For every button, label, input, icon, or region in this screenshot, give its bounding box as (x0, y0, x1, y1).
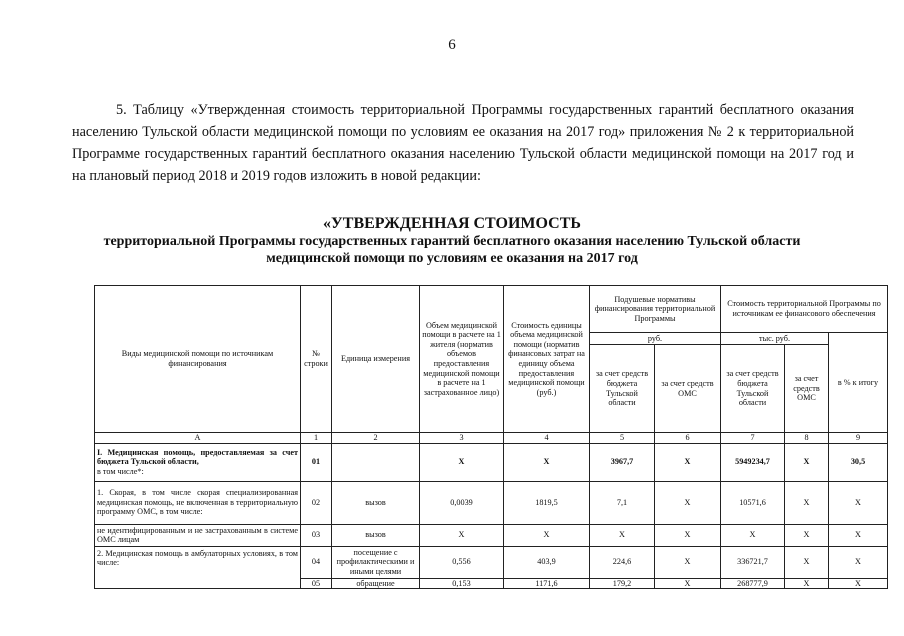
header-cost-unit: тыс. руб. (721, 333, 829, 345)
row-name (95, 443, 301, 481)
header-types: Виды медицинской помощи по источникам финансирования (95, 286, 301, 433)
row-name: 2. Медицинская помощь в амбулаторных условиях, в том числе: (95, 546, 301, 589)
header-per-capita: Подушевые нормативы финансирования территориальной Программы (590, 286, 721, 333)
row-percent: Х (829, 578, 888, 589)
row-volume: 0,153 (420, 578, 504, 589)
row-pc-budget: 179,2 (590, 578, 655, 589)
row-number: 05 (301, 578, 332, 589)
row-pc-budget: 7,1 (590, 481, 655, 524)
row-number: 02 (301, 481, 332, 524)
table-subtitle-line-2: медицинской помощи по условиям ее оказания на 2017 год (266, 251, 638, 266)
table-row (95, 546, 888, 578)
row-unit: посещение с профилактическими и иными целями (332, 546, 420, 578)
row-pc-budget: 224,6 (590, 546, 655, 578)
row-name: не идентифицированным и не застрахованным в системе ОМС лицам (95, 524, 301, 546)
row-unit-cost: 403,9 (504, 546, 590, 578)
col-letter: 8 (785, 433, 829, 444)
row-cost-budget: Х (721, 524, 785, 546)
col-letter: А (95, 433, 301, 444)
row-unit-cost: Х (504, 524, 590, 546)
row-cost-budget: 5949234,7 (721, 443, 785, 481)
row-pc-oms: Х (655, 443, 721, 481)
row-pc-budget: Х (590, 524, 655, 546)
intro-paragraph: 5. Таблицу «Утвержденная стоимость территориальной Программы государственных гарантий бесплатного оказания населению Тульской области медицинской помощи по условиям ее оказания на 2017 год» приложения № 2 к территориальной Программе государственных гарантий бесплатного оказания населению Тульской области медицинской помощи на 2017 год и на плановый период 2018 и 2019 годов изложить в новой редакции: (72, 102, 854, 184)
header-unit-cost: Стоимость единицы объема медицинской помощи (норматив финансовых затрат на единицу объема предоставления медицинской помощи (руб.) (504, 286, 590, 433)
header-per-capita-budget: за счет средств бюджета Тульской области (590, 345, 655, 433)
row-cost-oms: Х (785, 481, 829, 524)
header-percent: в % к итогу (829, 333, 888, 433)
col-letter: 5 (590, 433, 655, 444)
row-unit-cost: 1819,5 (504, 481, 590, 524)
row-volume: Х (420, 443, 504, 481)
row-unit: вызов (332, 524, 420, 546)
table-row (95, 481, 888, 524)
column-letters-row (95, 433, 888, 444)
row-unit: обращение (332, 578, 420, 589)
table-row (95, 524, 888, 546)
col-letter: 1 (301, 433, 332, 444)
row-percent: Х (829, 524, 888, 546)
row-cost-budget: 10571,6 (721, 481, 785, 524)
cost-table (94, 285, 888, 589)
row-name-note: в том числе*: (97, 466, 144, 476)
table-title: «УТВЕРЖДЕННАЯ СТОИМОСТЬ (323, 215, 581, 232)
row-volume: Х (420, 524, 504, 546)
row-unit-cost: 1171,6 (504, 578, 590, 589)
row-name: 1. Скорая, в том числе скорая специализированная медицинская помощь, не включенная в территориальную программу ОМС, в том числе: (95, 481, 301, 524)
header-cost-oms: за счет средств ОМС (785, 345, 829, 433)
row-unit (332, 443, 420, 481)
row-percent: Х (829, 546, 888, 578)
row-unit-cost: Х (504, 443, 590, 481)
row-number: 01 (301, 443, 332, 481)
row-unit: вызов (332, 481, 420, 524)
header-volume: Объем медицинской помощи в расчете на 1 жителя (норматив объемов предоставления медицинской помощи в расчете на 1 застрахованное лицо) (420, 286, 504, 433)
row-cost-oms: Х (785, 546, 829, 578)
row-cost-budget: 268777,9 (721, 578, 785, 589)
header-per-capita-oms: за счет средств ОМС (655, 345, 721, 433)
row-number: 04 (301, 546, 332, 578)
row-cost-oms: Х (785, 578, 829, 589)
header-row-number: № строки (301, 286, 332, 433)
table-row (95, 443, 888, 481)
col-letter: 4 (504, 433, 590, 444)
header-cost: Стоимость территориальной Программы по источникам ее финансового обеспечения (721, 286, 888, 333)
row-pc-oms: Х (655, 578, 721, 589)
col-letter: 6 (655, 433, 721, 444)
row-pc-budget: 3967,7 (590, 443, 655, 481)
row-cost-oms: Х (785, 443, 829, 481)
row-volume: 0,0039 (420, 481, 504, 524)
header-cost-budget: за счет средств бюджета Тульской области (721, 345, 785, 433)
row-percent: 30,5 (829, 443, 888, 481)
row-pc-oms: Х (655, 481, 721, 524)
col-letter: 7 (721, 433, 785, 444)
header-per-capita-unit: руб. (590, 333, 721, 345)
col-letter: 9 (829, 433, 888, 444)
table-subtitle-line-1: территориальной Программы государственных гарантий бесплатного оказания населению Тульской области (103, 234, 801, 249)
row-cost-oms: Х (785, 524, 829, 546)
header-unit: Единица измерения (332, 286, 420, 433)
row-number: 03 (301, 524, 332, 546)
row-name-main: I. Медицинская помощь, предоставляемая за счет бюджета Тульской области, (97, 447, 298, 467)
col-letter: 2 (332, 433, 420, 444)
row-pc-oms: Х (655, 546, 721, 578)
col-letter: 3 (420, 433, 504, 444)
row-cost-budget: 336721,7 (721, 546, 785, 578)
row-percent: Х (829, 481, 888, 524)
row-pc-oms: Х (655, 524, 721, 546)
row-volume: 0,556 (420, 546, 504, 578)
page-number: 6 (448, 37, 456, 53)
